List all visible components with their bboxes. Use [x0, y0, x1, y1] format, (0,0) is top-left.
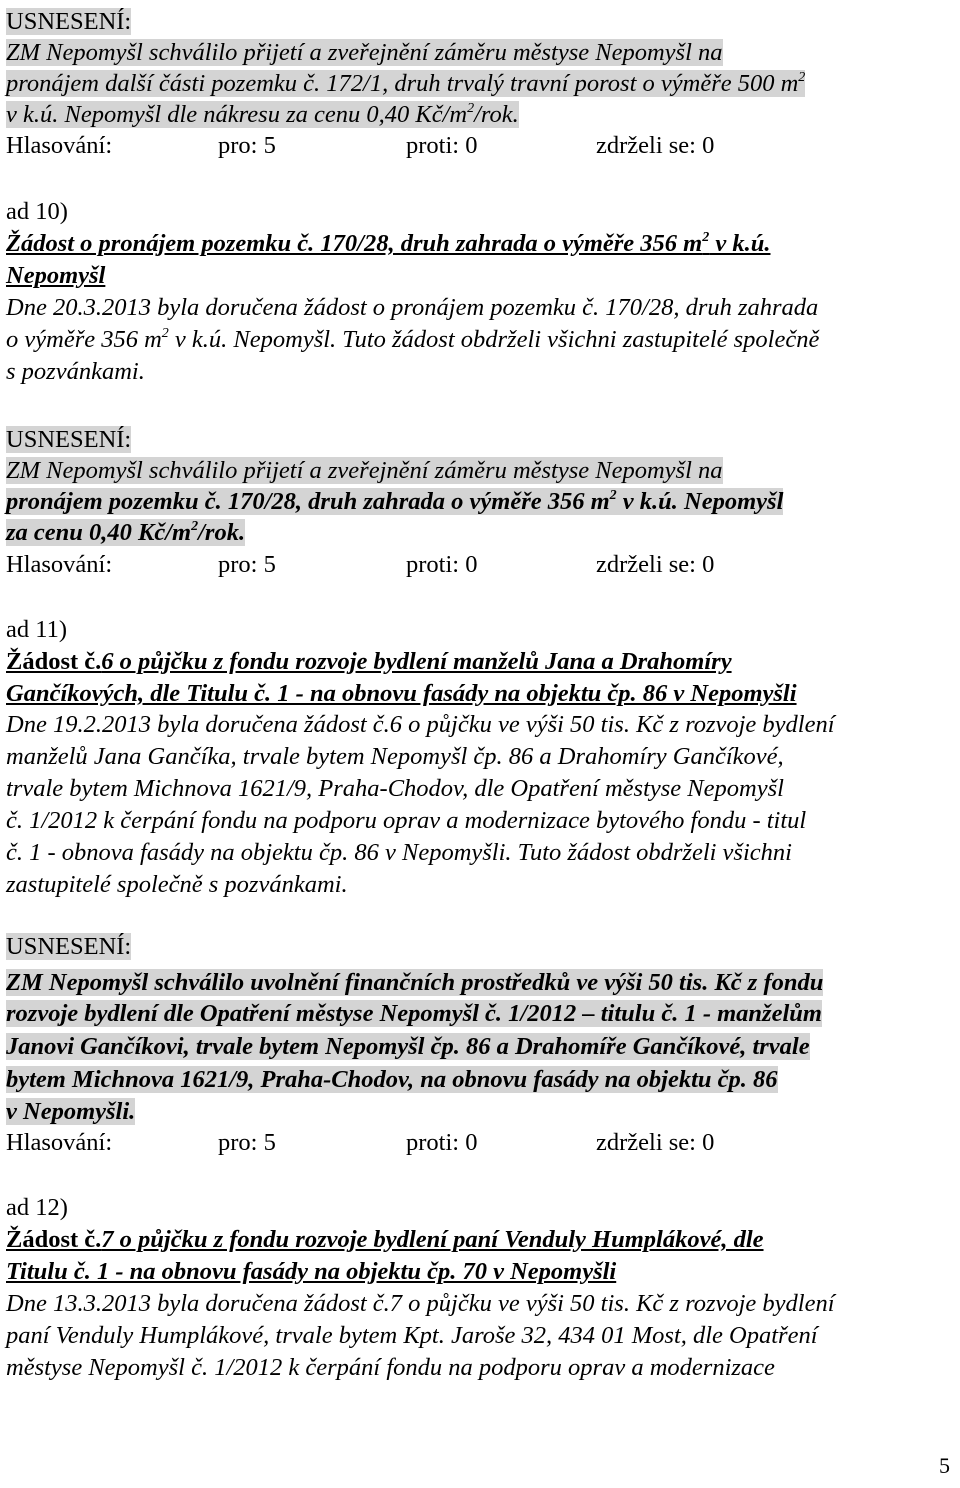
- resolution-text-line: Janovi Gančíkovi, trvale bytem Nepomyšl čp. 86 a Drahomíře Gančíkové, trvale: [6, 1033, 810, 1060]
- agenda-item-title: Žádost č.7 o půjčku z fondu rozvoje bydlení paní Venduly Humplákové, dle: [6, 1226, 764, 1253]
- resolution-text-line: ZM Nepomyšl schválilo přijetí a zveřejnění záměru městyse Nepomyšl na: [6, 39, 723, 66]
- body-text-line: Dne 13.3.2013 byla doručena žádost č.7 o půjčku ve výši 50 tis. Kč z rozvoje bydlení: [6, 1290, 835, 1317]
- agenda-item-title: Žádost o pronájem pozemku č. 170/28, druh zahrada o výměře 356 $m^2$ v k.ú.: [6, 230, 771, 257]
- body-text-line: o výměře 356 $m^2$ v k.ú. Nepomyšl. Tuto žádost obdrželi všichni zastupitelé společně: [6, 326, 820, 353]
- resolution-heading: USNESENÍ:: [6, 8, 132, 35]
- resolution-text-line: pronájem další části pozemku č. 172/1, druh trvalý travní porost o výměře 500 $m^2$: [6, 70, 806, 97]
- body-text-line: s pozvánkami.: [6, 358, 145, 385]
- body-text-line: Dne 19.2.2013 byla doručena žádost č.6 o půjčku ve výši 50 tis. Kč z rozvoje bydlení: [6, 711, 835, 738]
- resolution-heading: USNESENÍ:: [6, 933, 132, 960]
- body-text-line: manželů Jana Gančíka, trvale bytem Nepomyšl čp. 86 a Drahomíry Gančíkové,: [6, 743, 784, 770]
- agenda-item-title: Žádost č.6 o půjčku z fondu rozvoje bydlení manželů Jana a Drahomíry: [6, 648, 732, 675]
- page-number: 5: [939, 1453, 950, 1478]
- body-text-line: Dne 20.3.2013 byla doručena žádost o pronájem pozemku č. 170/28, druh zahrada: [6, 294, 819, 321]
- agenda-item-number: ad 10): [6, 198, 68, 225]
- body-text-line: paní Venduly Humplákové, trvale bytem Kpt. Jaroše 32, 434 01 Most, dle Opatření: [6, 1322, 818, 1349]
- resolution-text-line: ZM Nepomyšl schválilo uvolnění finančních prostředků ve výši 50 tis. Kč z fondu: [6, 969, 824, 996]
- resolution-text-line: v k.ú. Nepomyšl dle nákresu za cenu 0,40 $Kč/m^2$/rok.: [6, 101, 519, 128]
- resolution-heading: USNESENÍ:: [6, 426, 132, 453]
- body-text-line: č. 1/2012 k čerpání fondu na podporu oprav a modernizace bytového fondu - titul: [6, 807, 807, 834]
- resolution-text-line: pronájem pozemku č. 170/28, druh zahrada o výměře 356 $m^2$ v k.ú. Nepomyšl: [6, 488, 784, 515]
- agenda-item-number: ad 12): [6, 1194, 68, 1221]
- body-text-line: č. 1 - obnova fasády na objektu čp. 86 v Nepomyšli. Tuto žádost obdrželi všichni: [6, 839, 792, 866]
- resolution-text-line: rozvoje bydlení dle Opatření městyse Nepomyšl č. 1/2012 – titulu č. 1 - manželům: [6, 1000, 822, 1027]
- agenda-item-title: Gančíkových, dle Titulu č. 1 - na obnovu fasády na objektu čp. 86 v Nepomyšli: [6, 680, 797, 707]
- body-text-line: městyse Nepomyšl č. 1/2012 k čerpání fondu na podporu oprav a modernizace: [6, 1354, 775, 1381]
- agenda-item-number: ad 11): [6, 616, 67, 643]
- resolution-text-line: v Nepomyšli.: [6, 1098, 136, 1125]
- agenda-item-title: Titulu č. 1 - na obnovu fasády na objektu čp. 70 v Nepomyšli: [6, 1258, 617, 1285]
- resolution-text-line: bytem Michnova 1621/9, Praha-Chodov, na obnovu fasády na objektu čp. 86: [6, 1066, 778, 1093]
- resolution-text-line: ZM Nepomyšl schválilo přijetí a zveřejnění záměru městyse Nepomyšl na: [6, 457, 723, 484]
- resolution-text-line: za cenu 0,40 $Kč/m^2$/rok.: [6, 519, 246, 546]
- body-text-line: trvale bytem Michnova 1621/9, Praha-Chodov, dle Opatření městyse Nepomyšl: [6, 775, 784, 802]
- body-text-line: zastupitelé společně s pozvánkami.: [6, 871, 348, 898]
- agenda-item-title: Nepomyšl: [6, 262, 106, 289]
